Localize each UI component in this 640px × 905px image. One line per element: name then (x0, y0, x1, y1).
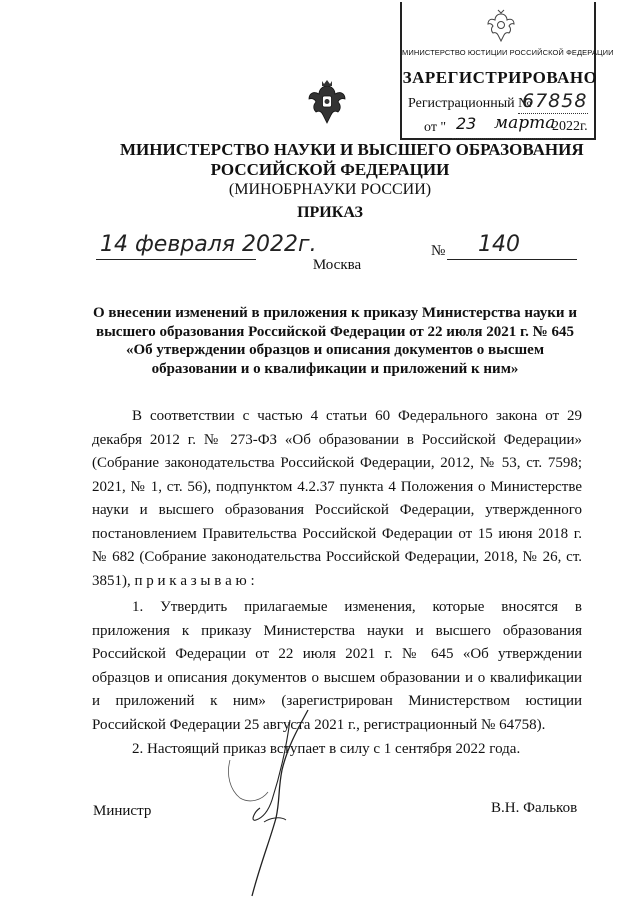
ministry-name-line-2: РОССИЙСКОЙ ФЕДЕРАЦИИ (210, 160, 450, 179)
stamp-emblem-icon (486, 8, 516, 44)
stamp-date-month: марта (494, 113, 556, 133)
document-title: О внесении изменений в приложения к приказу Министерства науки и высшего образования Российской Федерации от 22 июля 2021 г. № 645 «Об утверждении образцов и описания документов о высшем образовании и о квалификации и приложений к ним» (93, 305, 577, 377)
signatory-name: В.Н. Фальков (491, 800, 578, 816)
body-paragraph-3: 2. Настоящий приказ вступает в силу с 1 сентября 2022 года. (132, 741, 521, 757)
stamp-date-day: 23 (456, 114, 477, 133)
stamp-date-prefix: от " (424, 120, 447, 135)
order-date-underline (96, 259, 256, 260)
order-date: 14 февраля 2022г. (100, 232, 317, 257)
stamp-registered-label: ЗАРЕГИСТРИРОВАНО (402, 68, 598, 87)
handwritten-signature (190, 700, 330, 900)
double-headed-eagle-emblem-icon (307, 78, 347, 126)
ministry-name-line-1: МИНИСТЕРСТВО НАУКИ И ВЫСШЕГО ОБРАЗОВАНИЯ (120, 140, 584, 159)
body-paragraph-2: 1. Утвердить прилагаемые изменения, которые вносятся в приложения к приказу Министерства науки и высшего образования Российской Федерации от 22 июля 2021 г. № 645 «Об утверждении образцов и описания документов о высшем образовании и о квалификации и приложений к ним» (зарегистрирован Министерством юстиции Российской Федерации 25 августа 2021 г., регистрационный № 64758). (92, 599, 582, 733)
order-number: 140 (478, 232, 520, 257)
order-heading: ПРИКАЗ (297, 204, 363, 221)
registration-stamp (400, 2, 614, 140)
order-number-underline (447, 259, 577, 260)
ministry-abbreviation: (МИНОБРНАУКИ РОССИИ) (228, 181, 432, 198)
stamp-ministry-name: МИНИСТЕРСТВО ЮСТИЦИИ РОССИЙСКОЙ ФЕДЕРАЦИИ (402, 48, 614, 57)
order-number-sign: № (431, 243, 446, 259)
stamp-date-year: 2022г. (552, 119, 588, 134)
order-city: Москва (312, 257, 362, 273)
stamp-date-underline (452, 138, 562, 139)
stamp-reg-label: Регистрационный № (408, 96, 532, 111)
signatory-role: Министр (93, 803, 152, 819)
stamp-reg-number: 67858 (522, 90, 588, 112)
body-paragraph-1: В соответствии с частью 4 статьи 60 Федерального закона от 29 декабря 2012 г. № 273-ФЗ «Об образовании в Российской Федерации» (Собрание законодательства Российской Федерации, 2012, № 53, ст. 7598; 2021, № 1, ст. 56), подпунктом 4.2.37 пункта 4 Положения о Министерстве науки и высшего образования Российской Федерации, утвержденного постановлением Правительства Российской Федерации от 15 июня 2018 г. № 682 (Собрание законодательства Российской Федерации, 2018, № 26, ст. 3851), п р и к а з ы в а ю : (92, 408, 582, 589)
